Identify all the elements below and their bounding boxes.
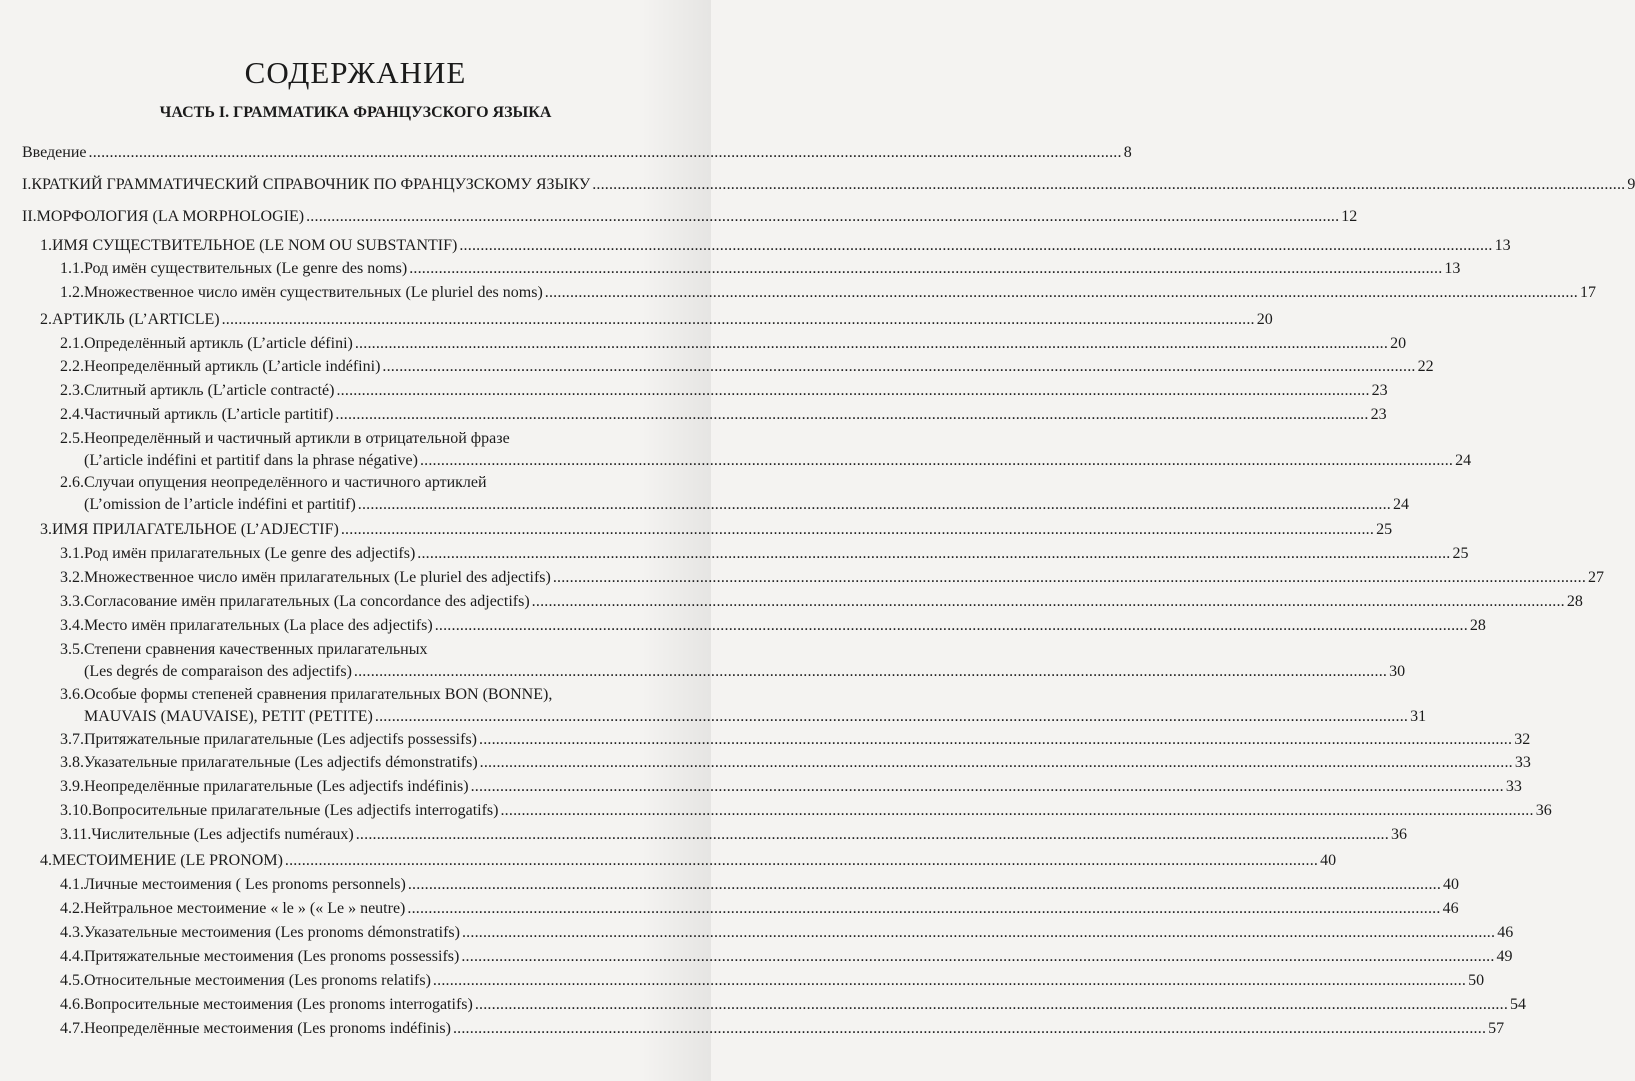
leader-dots xyxy=(459,235,1492,257)
leader-dots xyxy=(420,450,1453,472)
toc-entry-number: 3.4. xyxy=(60,617,84,634)
leader-dots xyxy=(435,615,1468,637)
leader-dots xyxy=(358,494,1391,516)
toc-entry-title: Частичный артикль (L’article partitif) xyxy=(84,406,334,423)
toc-entry[interactable] xyxy=(60,567,1605,589)
toc-entry-page: 12 xyxy=(1341,208,1358,225)
toc-entry-page: 30 xyxy=(1389,663,1406,680)
toc-entry-title: МОРФОЛОГИЯ (LA MORPHOLOGIE) xyxy=(36,208,305,225)
toc-entry-page: 31 xyxy=(1410,708,1427,725)
leader-dots xyxy=(500,800,1533,822)
toc-entry[interactable] xyxy=(60,684,1427,728)
toc-entry-number: 3.8. xyxy=(60,754,84,771)
leader-dots xyxy=(592,174,1625,196)
leader-dots xyxy=(461,946,1494,968)
toc-entry-page: 40 xyxy=(1320,852,1337,869)
toc-entry-number: 3. xyxy=(40,521,52,538)
toc-entry-subtitle: (Les degrés de comparaison des adjectifs) xyxy=(84,663,352,680)
toc-entry-title: Случаи опущения неопределённого и частичного артиклей xyxy=(84,474,487,491)
toc-entry[interactable] xyxy=(60,333,1407,355)
toc-entry-title: ИМЯ ПРИЛАГАТЕЛЬНОЕ (L’ADJECTIF) xyxy=(52,521,339,538)
toc-entry-page: 25 xyxy=(1376,521,1393,538)
toc-entry[interactable] xyxy=(60,639,1406,683)
toc-entry[interactable] xyxy=(60,922,1514,944)
toc-entry-title: КРАТКИЙ ГРАММАТИЧЕСКИЙ СПРАВОЧНИК ПО ФРАНЦУЗСКОМУ ЯЗЫКУ xyxy=(31,176,591,193)
toc-entry-title: Особые формы степеней сравнения прилагательных BON (BONNE), xyxy=(84,686,553,703)
toc-entry[interactable] xyxy=(40,850,1337,872)
leader-dots xyxy=(433,970,1466,992)
toc-entry-page: 22 xyxy=(1417,358,1434,375)
leader-dots xyxy=(532,591,1565,613)
toc-entry-number: 2.1. xyxy=(60,335,84,352)
toc-entry-title: Личные местоимения ( Les pronoms personnels) xyxy=(84,876,406,893)
toc-entry-title: Указательные местоимения (Les pronoms démonstratifs) xyxy=(84,924,460,941)
toc-entry-title: Вопросительные местоимения (Les pronoms interrogatifs) xyxy=(84,996,473,1013)
toc-entry-title: Нейтральное местоимение « le » (« Le » neutre) xyxy=(84,900,406,917)
toc-entry-title: Место имён прилагательных (La place des adjectifs) xyxy=(84,617,433,634)
leader-dots xyxy=(480,752,1513,774)
leader-dots xyxy=(354,661,1387,683)
toc-entry-page: 57 xyxy=(1488,1020,1505,1037)
toc-entry[interactable] xyxy=(60,615,1486,637)
toc-entry[interactable] xyxy=(22,142,1132,164)
toc-entry-page: 33 xyxy=(1514,754,1531,771)
toc-entry-number: 4.7. xyxy=(60,1020,84,1037)
leader-dots xyxy=(553,567,1586,589)
leader-dots xyxy=(356,824,1389,846)
toc-entry-page: 24 xyxy=(1455,452,1472,469)
toc-entry[interactable] xyxy=(40,309,1273,331)
toc-entry-number: 4.6. xyxy=(60,996,84,1013)
toc-entry-title: Согласование имён прилагательных (La concordance des adjectifs) xyxy=(84,593,530,610)
toc-entry[interactable] xyxy=(60,282,1596,304)
toc-entry[interactable] xyxy=(60,428,1472,472)
part-heading: ЧАСТЬ I. ГРАММАТИКА ФРАНЦУЗСКОГО ЯЗЫКА xyxy=(159,104,552,121)
leader-dots xyxy=(407,898,1440,920)
toc-entry[interactable] xyxy=(60,752,1531,774)
toc-entry-title: Неопределённые прилагательные (Les adjectifs indéfinis) xyxy=(84,778,469,795)
toc-entry[interactable] xyxy=(60,404,1387,426)
leader-dots xyxy=(409,258,1442,280)
toc-entry-number: 3.3. xyxy=(60,593,84,610)
toc-entry-subtitle: (L’omission de l’article indéfini et partitif) xyxy=(84,496,356,513)
toc-entry-number: 2.6. xyxy=(60,474,84,491)
leader-dots xyxy=(382,356,1415,378)
toc-entry-title: Слитный артикль (L’article contracté) xyxy=(84,382,335,399)
toc-entry-number: 4.2. xyxy=(60,900,84,917)
toc-entry-page: 13 xyxy=(1494,237,1511,254)
toc-entry[interactable] xyxy=(60,729,1531,751)
toc-entry-page: 17 xyxy=(1579,284,1596,301)
leader-dots xyxy=(336,380,1369,402)
toc-entry[interactable] xyxy=(40,519,1393,541)
toc-entry-page: 27 xyxy=(1588,569,1605,586)
toc-entry[interactable] xyxy=(60,994,1527,1016)
toc-entry-page: 23 xyxy=(1370,406,1387,423)
toc-entry-number: 2.2. xyxy=(60,358,84,375)
toc-entry-number: 1. xyxy=(40,237,52,254)
toc-entry-number: 3.6. xyxy=(60,686,84,703)
toc-entry-number: 2.3. xyxy=(60,382,84,399)
toc-entry-number: 3.5. xyxy=(60,641,84,658)
toc-entry-page: 8 xyxy=(1123,144,1132,161)
leader-dots xyxy=(408,874,1441,896)
toc-entry-title: Множественное число имён прилагательных (Le pluriel des adjectifs) xyxy=(84,569,551,586)
toc-entry-title: Указательные прилагательные (Les adjectifs démonstratifs) xyxy=(84,754,478,771)
leader-dots xyxy=(89,142,1122,164)
toc-entry-title: Определённый артикль (L’article défini) xyxy=(84,335,353,352)
leader-dots xyxy=(355,333,1388,355)
toc-entry-number: I. xyxy=(22,176,32,193)
leader-dots xyxy=(375,706,1408,728)
toc-entry-title: Притяжательные местоимения (Les pronoms possessifs) xyxy=(84,948,460,965)
leader-dots xyxy=(545,282,1578,304)
toc-entry-title: Числительные (Les adjectifs numéraux) xyxy=(91,826,354,843)
toc-entry-number: 1.2. xyxy=(60,284,84,301)
toc-entry-number: 3.2. xyxy=(60,569,84,586)
toc-entry[interactable] xyxy=(60,543,1469,565)
toc-entry-page: 36 xyxy=(1535,802,1552,819)
toc-entry-title: Род имён прилагательных (Le genre des adjectifs) xyxy=(84,545,416,562)
toc-entry-title: Степени сравнения качественных прилагательных xyxy=(84,641,428,658)
toc-entry-number: 1.1. xyxy=(60,260,84,277)
toc-entry[interactable] xyxy=(60,898,1459,920)
toc-entry-page: 24 xyxy=(1392,496,1409,513)
toc-entry-page: 13 xyxy=(1444,260,1461,277)
toc-entry-number: 4.5. xyxy=(60,972,84,989)
toc-entry-subtitle: MAUVAIS (MAUVAISE), PETIT (PETITE) xyxy=(84,708,373,725)
leader-dots xyxy=(417,543,1450,565)
toc-entry-page: 23 xyxy=(1371,382,1388,399)
toc-entry-title: ИМЯ СУЩЕСТВИТЕЛЬНОЕ (LE NOM OU SUBSTANTIF) xyxy=(52,237,458,254)
toc-entry-number: 4. xyxy=(40,852,52,869)
toc-entry-title: Относительные местоимения (Les pronoms relatifs) xyxy=(84,972,431,989)
toc-entry-page: 36 xyxy=(1390,826,1407,843)
toc-entry-page: 54 xyxy=(1510,996,1527,1013)
toc-entry[interactable] xyxy=(60,946,1513,968)
toc-entry-number: 3.9. xyxy=(60,778,84,795)
toc-entry[interactable] xyxy=(22,206,1358,228)
toc-entry-number: II. xyxy=(22,208,37,225)
leader-dots xyxy=(222,309,1255,331)
toc-entry-page: 40 xyxy=(1443,876,1460,893)
toc-entry[interactable] xyxy=(60,380,1388,402)
leader-dots xyxy=(475,994,1508,1016)
toc-entry-number: 4.1. xyxy=(60,876,84,893)
toc-entry-number: 3.7. xyxy=(60,731,84,748)
toc-entry-title: Неопределённые местоимения (Les pronoms indéfinis) xyxy=(84,1020,451,1037)
toc-entry[interactable] xyxy=(60,472,1409,516)
toc-entry-number: 4.4. xyxy=(60,948,84,965)
toc-entry-page: 20 xyxy=(1390,335,1407,352)
page-title: СОДЕРЖАНИЕ xyxy=(244,54,467,90)
toc-entry-page: 28 xyxy=(1566,593,1583,610)
toc-entry-page: 32 xyxy=(1514,731,1531,748)
toc-entry-page: 9 xyxy=(1627,176,1635,193)
toc-entry-title: АРТИКЛЬ (L’ARTICLE) xyxy=(52,311,220,328)
toc-entry-number: 3.1. xyxy=(60,545,84,562)
toc-entry[interactable] xyxy=(60,258,1461,280)
toc-entry-number: 3.10. xyxy=(60,802,92,819)
leader-dots xyxy=(453,1018,1486,1040)
toc-entry[interactable] xyxy=(60,800,1552,822)
toc-entry-page: 33 xyxy=(1505,778,1522,795)
toc-entry-page: 46 xyxy=(1497,924,1514,941)
toc-entry-number: 2.4. xyxy=(60,406,84,423)
leader-dots xyxy=(479,729,1512,751)
leader-dots xyxy=(306,206,1339,228)
toc-entry[interactable] xyxy=(60,970,1485,992)
toc-entry-title: Неопределённый артикль (L’article indéfini) xyxy=(84,358,381,375)
toc-entry[interactable] xyxy=(60,776,1522,798)
toc-entry-title: Род имён существительных (Le genre des noms) xyxy=(84,260,408,277)
toc-entry-page: 50 xyxy=(1468,972,1485,989)
toc-entry-subtitle: (L’article indéfini et partitif dans la phrase négative) xyxy=(84,452,418,469)
toc-entry-page: 46 xyxy=(1442,900,1459,917)
toc-entry-page: 49 xyxy=(1496,948,1513,965)
toc-entry[interactable] xyxy=(60,356,1434,378)
toc-entry-number: 2. xyxy=(40,311,52,328)
toc-entry-number: 2.5. xyxy=(60,430,84,447)
toc-entry-page: 28 xyxy=(1469,617,1486,634)
toc-entry-title: МЕСТОИМЕНИЕ (LE PRONOM) xyxy=(52,852,283,869)
toc-entry-number: 3.11. xyxy=(60,826,92,843)
toc-entry[interactable] xyxy=(40,235,1511,257)
toc-entry-number: 4.3. xyxy=(60,924,84,941)
toc-entry-title: Неопределённый и частичный артикли в отрицательной фразе xyxy=(84,430,510,447)
toc-entry-title: Множественное число имён существительных (Le pluriel des noms) xyxy=(84,284,543,301)
toc-entry[interactable] xyxy=(60,591,1583,613)
toc-entry-title: Притяжательные прилагательные (Les adjectifs possessifs) xyxy=(84,731,477,748)
leader-dots xyxy=(335,404,1368,426)
toc-entry[interactable] xyxy=(60,874,1460,896)
leader-dots xyxy=(471,776,1504,798)
toc-entry[interactable] xyxy=(22,174,1635,196)
toc-entry-page: 20 xyxy=(1256,311,1273,328)
toc-entry-page: 25 xyxy=(1452,545,1469,562)
toc-entry-title: Введение xyxy=(22,144,87,161)
leader-dots xyxy=(285,850,1318,872)
toc-entry[interactable] xyxy=(60,1018,1505,1040)
leader-dots xyxy=(462,922,1495,944)
toc-entry[interactable] xyxy=(60,824,1407,846)
toc-entry-title: Вопросительные прилагательные (Les adjectifs interrogatifs) xyxy=(92,802,499,819)
leader-dots xyxy=(341,519,1374,541)
